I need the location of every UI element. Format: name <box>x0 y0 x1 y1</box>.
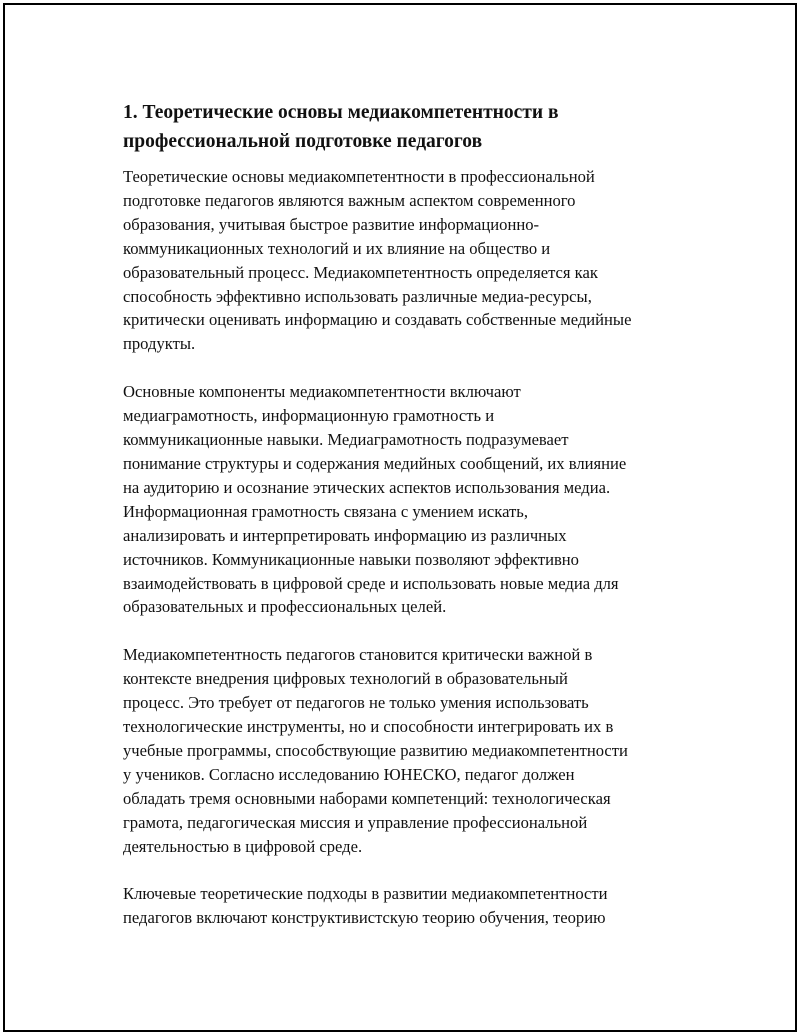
text-line: подготовке педагогов являются важным аспектом современного <box>123 190 576 210</box>
heading-line: профессиональной подготовке педагогов <box>123 131 483 152</box>
text-line: взаимодействовать в цифровой среде и использовать новые медиа для <box>123 573 619 593</box>
text-line: способность эффективно использовать различные медиа-ресурсы, <box>123 286 592 306</box>
text-line: источников. Коммуникационные навыки позволяют эффективно <box>123 549 579 569</box>
text-line: образовательных и профессиональных целей. <box>123 597 447 617</box>
text-line: деятельностью в цифровой среде. <box>123 836 363 856</box>
text-line: процесс. Это требует от педагогов не только умения использовать <box>123 693 589 713</box>
text-line: Ключевые теоретические подходы в развитии медиакомпетентности <box>123 884 608 904</box>
text-line: коммуникационные навыки. Медиаграмотность подразумевает <box>123 430 569 450</box>
text-line: учебные программы, способствующие развитию медиакомпетентности <box>123 740 628 760</box>
text-line: Основные компоненты медиакомпетентности включают <box>123 382 521 402</box>
text-line: на аудиторию и осознание этических аспектов использования медиа. <box>123 477 611 497</box>
section-heading <box>123 98 695 156</box>
text-line: образовательный процесс. Медиакомпетентность определяется как <box>123 262 598 282</box>
text-line: продукты. <box>123 334 196 354</box>
text-line: у учеников. Согласно исследованию ЮНЕСКО, педагог должен <box>123 764 575 784</box>
text-line: педагогов включают конструктивистскую теорию обучения, теорию <box>123 908 606 928</box>
paragraph-2 <box>123 380 695 619</box>
text-line: медиаграмотность, информационную грамотность и <box>123 406 495 426</box>
text-line: понимание структуры и содержания медийных сообщений, их влияние <box>123 453 627 473</box>
text-line: критически оценивать информацию и создавать собственные медийные <box>123 310 632 330</box>
paragraph-4 <box>123 882 695 930</box>
text-line: Медиакомпетентность педагогов становится критически важной в <box>123 645 593 665</box>
text-line: контексте внедрения цифровых технологий в образовательный <box>123 669 568 689</box>
heading-line: 1. Теоретические основы медиакомпетентности в <box>123 102 559 123</box>
text-line: обладать тремя основными наборами компетенций: технологическая <box>123 788 611 808</box>
document-body <box>123 98 695 954</box>
text-line: технологические инструменты, но и способности интегрировать их в <box>123 717 614 737</box>
text-line: образования, учитывая быстрое развитие информационно- <box>123 214 540 234</box>
paragraph-3 <box>123 643 695 858</box>
text-line: Теоретические основы медиакомпетентности в профессиональной <box>123 167 595 186</box>
text-line: грамота, педагогическая миссия и управление профессиональной <box>123 812 588 832</box>
text-line: анализировать и интерпретировать информацию из различных <box>123 525 567 545</box>
page-frame <box>3 3 797 1032</box>
text-line: Информационная грамотность связана с умением искать, <box>123 501 529 521</box>
text-line: коммуникационных технологий и их влияние на общество и <box>123 238 551 258</box>
paragraph-1 <box>123 165 695 356</box>
